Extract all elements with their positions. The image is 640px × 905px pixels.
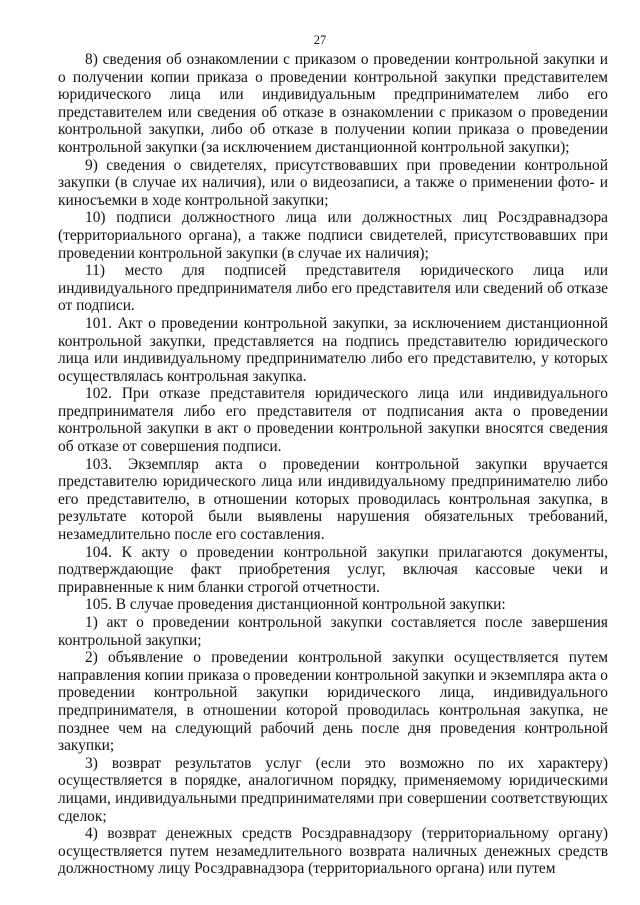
paragraph-item-9: 9) сведения о свидетелях, присутствовавших при проведении контрольной закупки (в случае их наличия), или о видеозаписи, а также о применении фото- и киносъемки в ходе контрольной закупки; [58, 156, 608, 209]
subitem-105-1: 1) акт о проведении контрольной закупки составляется после завершения контрольной закупки; [58, 614, 608, 649]
clause-105: 105. В случае проведения дистанционной контрольной закупки: [85, 596, 506, 614]
paragraph-item-11: 11) место для подписей представителя юридического лица или индивидуального предпринимателя либо его представителя или сведений об отказе от подписи. [58, 262, 608, 315]
paragraph-item-8: 8) сведения об ознакомлении с приказом о проведении контрольной закупки и о получении копии приказа о проведении контрольной закупки представителем юридического лица или индивидуальным предпринимателем либо его представителем или сведения об отказе в ознакомлении с приказом о проведении контрольной закупки, либо об отказе в получении копии приказа о проведении контрольной закупки (за исключением дистанционной контрольной закупки); [58, 51, 608, 156]
clause-104: 104. К акту о проведении контрольной закупки прилагаются документы, подтверждающие факт приобретения услуг, включая кассовые чеки и приравненные к ним бланки строгой отчетности. [58, 543, 608, 596]
clause-101: 101. Акт о проведении контрольной закупки, за исключением дистанционной контрольной закупки, представляется на подпись представителю юридического лица или индивидуальному предпринимателю либо его представителю, у которых осуществлялась контрольная закупка. [58, 314, 608, 385]
clause-103: 103. Экземпляр акта о проведении контрольной закупки вручается представителю юридического лица или индивидуальному предпринимателю либо его представителю, в отношении которых проводилась контрольная закупка, в результате которой были выявлены нарушения обязательных требований, незамедлительно после его составления. [58, 455, 608, 544]
page-number: 27 [313, 33, 327, 47]
paragraph-item-10: 10) подписи должностного лица или должностных лиц Росздравнадзора (территориального органа), а также подписи свидетелей, присутствовавших при проведении контрольной закупки (в случае их наличия); [58, 209, 608, 262]
subitem-105-4: 4) возврат денежных средств Росздравнадзору (территориальному органу) осуществляется путем незамедлительного возврата наличных денежных средств должностному лицу Росздравнадзора (территориального органа) или путем [58, 825, 608, 878]
document-body [58, 51, 608, 878]
subitem-105-3: 3) возврат результатов услуг (если это возможно по их характеру) осуществляется в порядке, аналогичном порядку, применяемому юридическими лицами, индивидуальными предпринимателями при совершении соответствующих сделок; [58, 754, 608, 825]
subitem-105-2: 2) объявление о проведении контрольной закупки осуществляется путем направления копии приказа о проведении контрольной закупки и экземпляра акта о проведении контрольной закупки юридического лица, индивидуального предпринимателя, в отношении которой проводилась контрольная закупка, не позднее чем на следующий рабочий день после дня проведения контрольной закупки; [58, 649, 608, 755]
clause-102: 102. При отказе представителя юридического лица или индивидуального предпринимателя либо его представителя от подписания акта о проведении контрольной закупки в акт о проведении контрольной закупки вносятся сведения об отказе от совершения подписи. [58, 385, 608, 456]
